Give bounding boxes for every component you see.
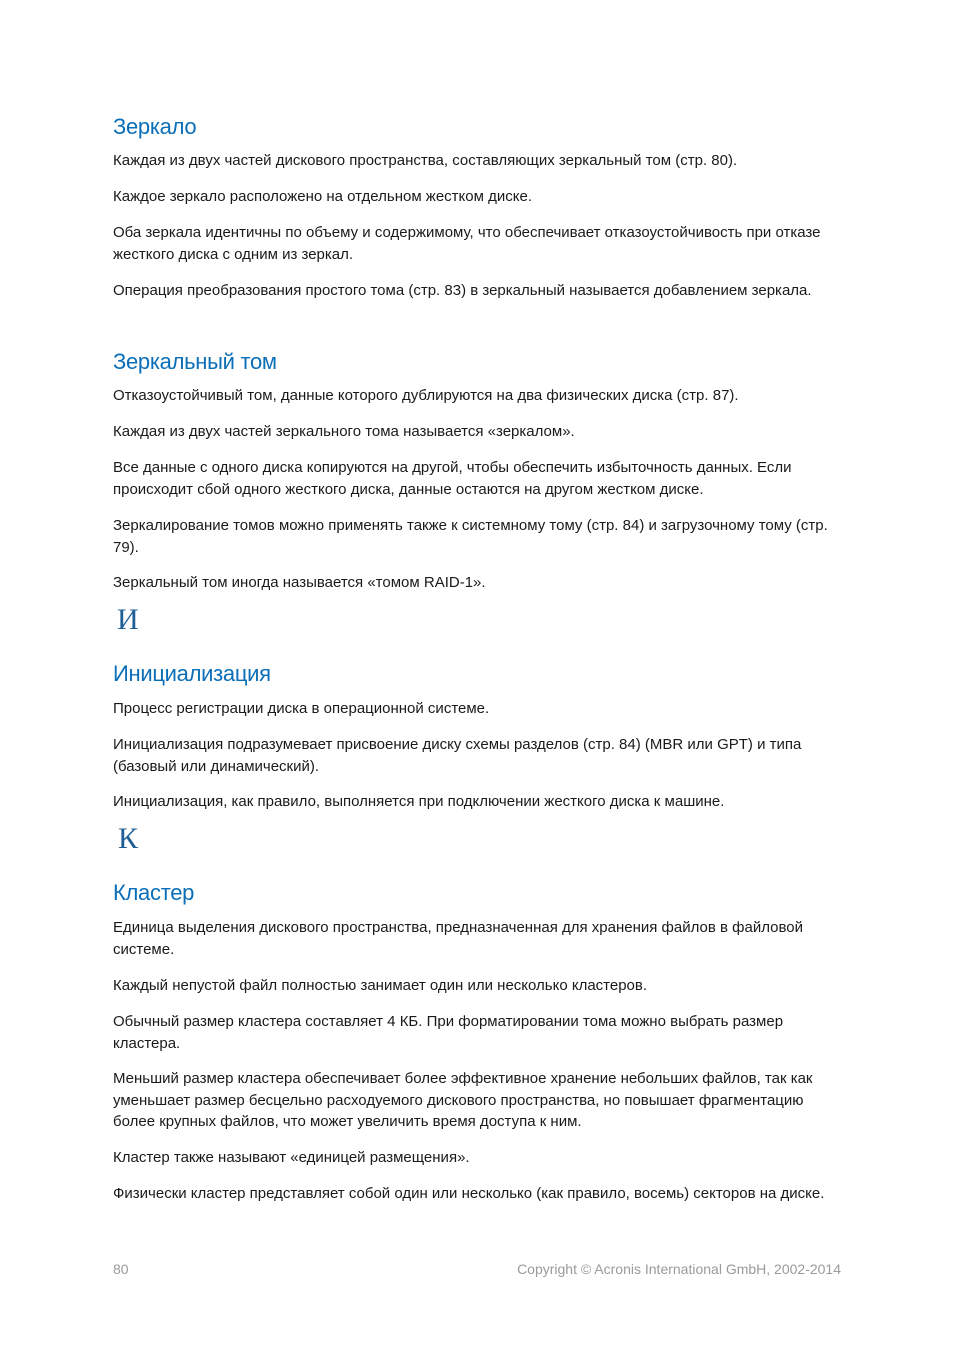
paragraph: Отказоустойчивый том, данные которого дублируются на два физических диска (стр. 87). (113, 387, 739, 404)
section-title-cluster: Кластер (113, 880, 195, 905)
paragraph: Каждая из двух частей зеркального тома называется «зеркалом». (113, 423, 575, 440)
paragraph: Каждая из двух частей дискового пространства, составляющих зеркальный том (стр. 80). (113, 152, 738, 169)
copyright-notice: Copyright © Acronis International GmbH, 2002-2014 (517, 1261, 841, 1277)
paragraph: Операция преобразования простого тома (стр. 83) в зеркальный называется добавлением зеркала. (113, 282, 812, 299)
paragraph: Оба зеркала идентичны по объему и содержимому, что обеспечивает отказоустойчивость при отказе жесткого диска с одним из зеркал. (113, 224, 821, 263)
alphabet-letter-heading: И (117, 603, 139, 636)
paragraph: Процесс регистрации диска в операционной системе. (113, 700, 490, 717)
paragraph: Каждый непустой файл полностью занимает один или несколько кластеров. (113, 977, 648, 994)
paragraph: Единица выделения дискового пространства, предназначенная для хранения файлов в файловой системе. (113, 919, 804, 958)
paragraph: Все данные с одного диска копируются на другой, чтобы обеспечить избыточность данных. Если происходит сбой одного жесткого диска, данные остаются на другом жестком диске. (113, 459, 792, 498)
paragraph: Меньший размер кластера обеспечивает более эффективное хранение небольших файлов, так как уменьшает размер бесцельно расходуемого дискового пространства, но повышает фрагментацию более крупных файлов, что может увеличить время доступа к ним. (113, 1070, 813, 1130)
section-title-mirrored-volume: Зеркальный том (113, 349, 277, 374)
paragraph: Кластер также называют «единицей размещения». (113, 1149, 470, 1166)
page-number: 80 (113, 1261, 129, 1277)
paragraph: Каждое зеркало расположено на отдельном жестком диске. (113, 188, 532, 205)
paragraph: Физически кластер представляет собой один или несколько (как правило, восемь) секторов на диске. (113, 1185, 825, 1202)
paragraph: Инициализация, как правило, выполняется при подключении жесткого диска к машине. (113, 793, 725, 810)
paragraph: Зеркалирование томов можно применять также к системному тому (стр. 84) и загрузочному тому (стр. 79). (113, 517, 828, 556)
paragraph: Обычный размер кластера составляет 4 КБ. При форматировании тома можно выбрать размер кластера. (113, 1013, 784, 1052)
alphabet-letter-heading: К (118, 822, 139, 855)
paragraph: Зеркальный том иногда называется «томом RAID-1». (113, 574, 486, 591)
paragraph: Инициализация подразумевает присвоение диску схемы разделов (стр. 84) (MBR или GPT) и типа (базовый или динамический). (113, 736, 802, 775)
section-title-initialization: Инициализация (113, 661, 271, 686)
section-title-mirror: Зеркало (113, 114, 197, 139)
